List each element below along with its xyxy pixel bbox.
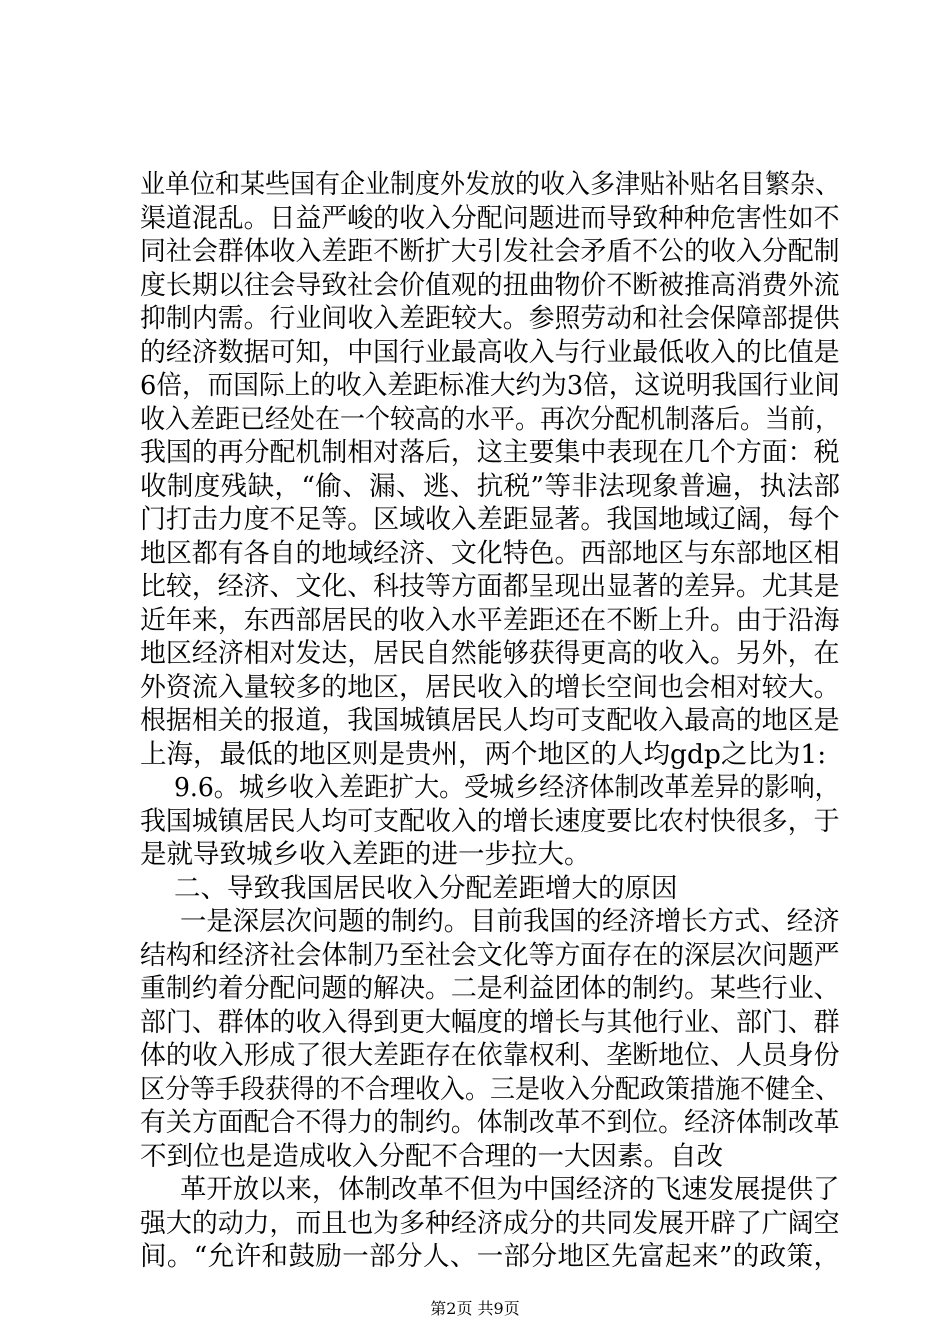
text-line: 部门、群体的收入得到更大幅度的增长与其他行业、部门、群 bbox=[140, 1006, 840, 1038]
text-line: 结构和经济社会体制乃至社会文化等方面存在的深层次问题严 bbox=[140, 939, 840, 971]
text-line: 上海，最低的地区则是贵州，两个地区的人均gdp之比为1: bbox=[140, 738, 827, 770]
text-line: 强大的动力，而且也为多种经济成分的共同发展开辟了广阔空 bbox=[140, 1207, 840, 1239]
text-line: 渠道混乱。日益严峻的收入分配问题进而导致种种危害性如不 bbox=[140, 202, 840, 234]
text-line: 地区经济相对发达，居民自然能够获得更高的收入。另外，在 bbox=[140, 638, 840, 669]
text-line: 革开放以来，体制改革不但为中国经济的飞速发展提供了 bbox=[180, 1174, 840, 1205]
text-line: 度长期以往会导致社会价值观的扭曲物价不断被推高消费外流 bbox=[140, 269, 840, 301]
text-line: 比较，经济、文化、科技等方面都呈现出显著的差异。尤其是 bbox=[140, 571, 840, 602]
page-number-footer: 第2页 共9页 bbox=[430, 1299, 520, 1318]
text-line: 门打击力度不足等。区域收入差距显著。我国地域辽阔，每个 bbox=[140, 504, 840, 535]
text-line: 的经济数据可知，中国行业最高收入与行业最低收入的比值是 bbox=[140, 336, 840, 368]
text-line: 9.6。城乡收入差距扩大。受城乡经济体制改革差异的影响， bbox=[174, 772, 840, 803]
text-line: 近年来，东西部居民的收入水平差距还在不断上升。由于沿海 bbox=[140, 604, 840, 636]
text-line: 有关方面配合不得力的制约。体制改革不到位。经济体制改革 bbox=[140, 1107, 840, 1138]
text-line: 根据相关的报道，我国城镇居民人均可支配收入最高的地区是 bbox=[140, 705, 840, 736]
text-line: 我国城镇居民人均可支配收入的增长速度要比农村快很多，于 bbox=[140, 805, 840, 837]
section-heading: 二、导致我国居民收入分配差距增大的原因 bbox=[174, 872, 678, 904]
text-line: 一是深层次问题的制约。目前我国的经济增长方式、经济 bbox=[180, 906, 840, 937]
text-line: 业单位和某些国有企业制度外发放的收入多津贴补贴名目繁杂、 bbox=[140, 169, 840, 200]
text-line: 不到位也是造成收入分配不合理的一大因素。自改 bbox=[140, 1140, 723, 1172]
text-line: 抑制内需。行业间收入差距较大。参照劳动和社会保障部提供 bbox=[140, 303, 840, 334]
text-line: 外资流入量较多的地区，居民收入的增长空间也会相对较大。 bbox=[140, 671, 840, 703]
text-line: 收制度残缺，“偷、漏、逃、抗税”等非法现象普遍，执法部 bbox=[140, 470, 840, 502]
text-line: 区分等手段获得的不合理收入。三是收入分配政策措施不健全、 bbox=[140, 1073, 840, 1105]
text-line: 6倍，而国际上的收入差距标准大约为3倍，这说明我国行业间 bbox=[140, 370, 840, 401]
text-line: 是就导致城乡收入差距的进一步拉大。 bbox=[140, 839, 591, 870]
text-line: 重制约着分配问题的解决。二是利益团体的制约。某些行业、 bbox=[140, 973, 840, 1004]
text-line: 收入差距已经处在一个较高的水平。再次分配机制落后。当前， bbox=[140, 403, 840, 435]
text-line: 同社会群体收入差距不断扩大引发社会矛盾不公的收入分配制 bbox=[140, 236, 840, 267]
text-line: 体的收入形成了很大差距存在依靠权利、垄断地位、人员身份 bbox=[140, 1040, 840, 1071]
text-line: 我国的再分配机制相对落后，这主要集中表现在几个方面：税 bbox=[140, 437, 840, 468]
text-line: 间。“允许和鼓励一部分人、一部分地区先富起来”的政策， bbox=[140, 1241, 840, 1272]
text-line: 地区都有各自的地域经济、文化特色。西部地区与东部地区相 bbox=[140, 537, 840, 569]
